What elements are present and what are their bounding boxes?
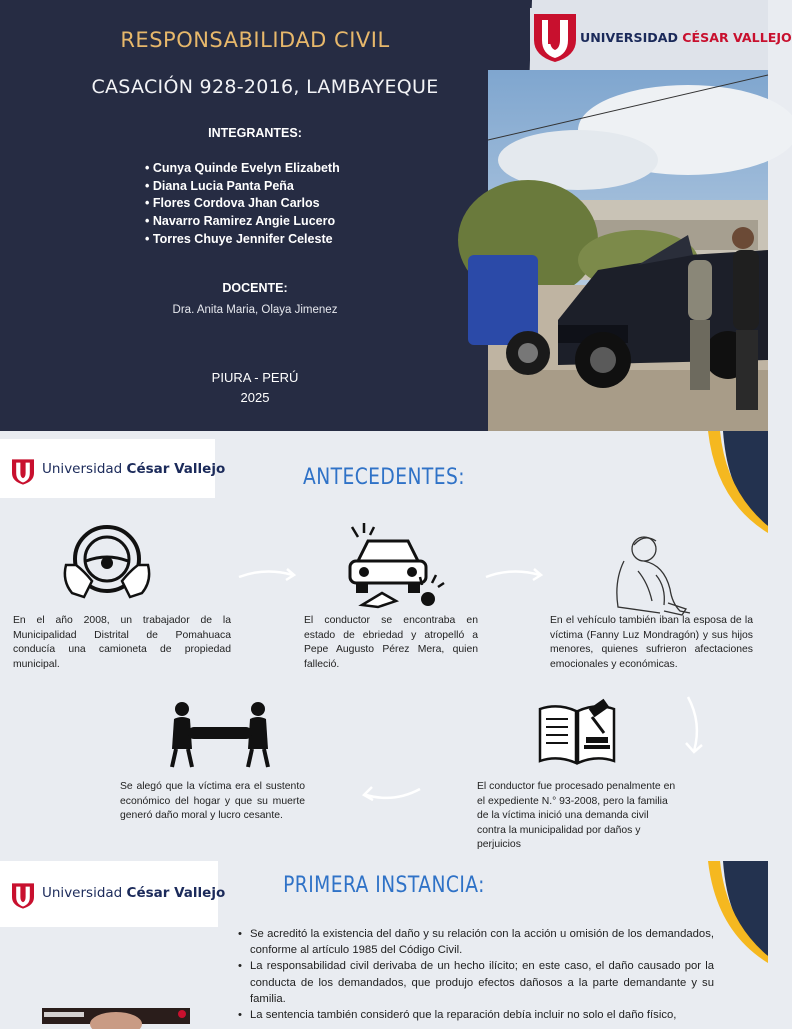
antecedentes-slide (0, 431, 768, 861)
accident-photo (488, 70, 768, 431)
ucv-shield-icon (12, 883, 34, 909)
arrow-right-icon (237, 563, 297, 585)
primera-instancia-title: PRIMERA INSTANCIA: (283, 873, 485, 898)
cover-slide (0, 0, 792, 431)
member-item: • Navarro Ramirez Angie Lucero (145, 213, 340, 231)
members-heading: INTEGRANTES: (208, 126, 302, 140)
member-item: • Flores Cordova Jhan Carlos (145, 195, 340, 213)
law-book-gavel-icon (538, 697, 616, 769)
teacher-name: Dra. Anita Maria, Olaya Jimenez (172, 304, 338, 316)
ucv-shield-icon (12, 459, 34, 485)
antecedente-text-4: El conductor fue procesado penalmente en el expediente N.° 93-2008, pero la familia de la víctima inició una demanda civil contra la municipalidad por daños y perjuicios (477, 781, 676, 851)
stretcher-carry-icon (160, 699, 280, 769)
list-item: • La responsabilidad civil derivaba de un hecho ilícito; en este caso, el daño causado por la conducta de los demandados, que produjo efectos dañosos a la parte demandante y su familia. (238, 958, 714, 1007)
ucv-shield-icon (534, 14, 576, 62)
steering-wheel-icon (58, 521, 156, 601)
car-accident-icon (342, 521, 446, 609)
cover-place: PIURA - PERÚ (211, 370, 299, 385)
member-item: • Cunya Quinde Evelyn Elizabeth (145, 160, 340, 178)
corner-decoration (708, 861, 768, 991)
antecedentes-title: ANTECEDENTES: (302, 465, 466, 490)
antecedente-text-3: En el vehículo también iban la esposa de la víctima (Fanny Luz Mondragón) y sus hijos menores, quienes sufrieron afectaciones emocionales y económicas. (550, 615, 753, 670)
university-name: UNIVERSIDAD CÉSAR VALLEJO (580, 30, 792, 45)
arrow-right-icon (484, 563, 544, 585)
primera-instancia-list (238, 926, 714, 1023)
antecedente-text-5: Se alegó que la víctima era el sustento económico del hogar y que su muerte generó daño moral y lucro cesante. (120, 781, 305, 822)
corner-decoration (708, 431, 768, 561)
university-name: Universidad César Vallejo (42, 885, 226, 901)
cover-subtitle: CASACIÓN 928-2016, LAMBAYEQUE (91, 76, 439, 98)
arrow-down-icon (682, 695, 708, 757)
member-item: • Diana Lucia Panta Peña (145, 178, 340, 196)
cover-year: 2025 (240, 390, 270, 405)
members-list (145, 160, 340, 249)
arrow-left-icon (360, 781, 422, 805)
list-item: • La sentencia también consideró que la reparación debía incluir no solo el daño físico, (238, 1007, 714, 1023)
video-thumbnail (42, 1008, 190, 1024)
primera-instancia-slide (0, 861, 768, 1024)
member-item: • Torres Chuye Jennifer Celeste (145, 231, 340, 249)
teacher-heading: DOCENTE: (222, 281, 288, 295)
university-logo (530, 8, 792, 66)
antecedente-text-2: El conductor se encontraba en estado de ebriedad y atropelló a Pepe Augusto Pérez Mera, quien falleció. (304, 615, 478, 670)
cover-title: RESPONSABILIDAD CIVIL (120, 28, 390, 52)
list-item: • Se acreditó la existencia del daño y su relación con la acción u omisión de los demandados, conforme al artículo 1985 del Código Civil. (238, 926, 714, 958)
grieving-person-icon (608, 531, 694, 619)
university-name: Universidad César Vallejo (42, 461, 226, 477)
antecedente-text-1: En el año 2008, un trabajador de la Municipalidad Distrital de Pomahuaca conducía una camioneta de propiedad municipal. (13, 615, 231, 670)
